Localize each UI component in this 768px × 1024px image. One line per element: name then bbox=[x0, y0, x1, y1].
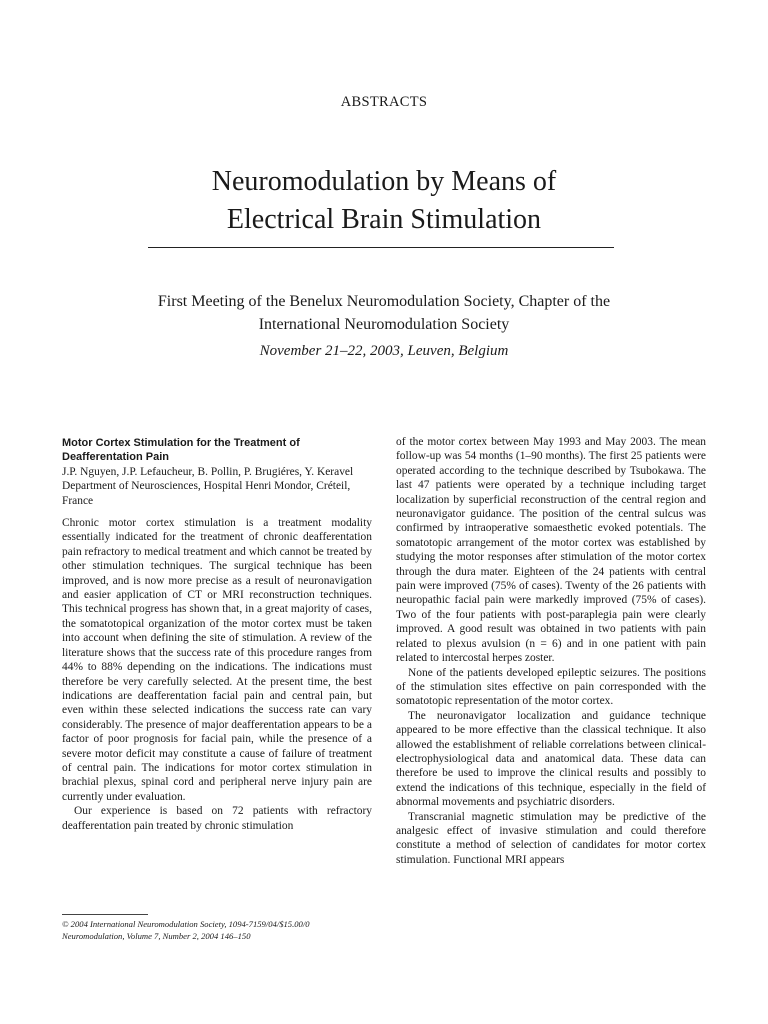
body-paragraph: Chronic motor cortex stimulation is a treatment modality essentially indicated for the treatment of chronic deafferentation pain refractory to medical treatment and which cannot be treated by other stimulation techniques. The surgical technique has been improved, and is now more precise as a result of neuronavigation and easier application of CT or MRI reconstruction techniques. This technical progress has shown that, in a great majority of cases, the somatotopical organization of the motor cortex must be taken into account when defining the site of stimulation. A review of the literature shows that the success rate of this procedure ranges from 44% to 88% depending on the indications. The indications must therefore be very carefully selected. At the present time, the best indications are deafferentation facial pain and central pain, but even within these selected indications the success rate can vary considerably. The presence of major deafferentation appears to be a factor of poor prognosis for facial pain, while the presence of a severe motor deficit may constitute a cause of failure of treatment of central pain. The indications for motor cortex stimulation in brachial plexus, spinal cord and peripheral nerve injury pain are currently under evaluation. bbox=[62, 517, 372, 803]
abstract-title: Motor Cortex Stimulation for the Treatment of Deafferentation Pain bbox=[62, 437, 300, 464]
body-paragraph: Transcranial magnetic stimulation may be predictive of the analgesic effect of invasive stimulation and could therefore constitute a method of selection of candidates for motor cortex stimulation. Functional MRI appears bbox=[396, 810, 706, 866]
copyright-line: © 2004 International Neuromodulation Society, 1094-7159/04/$15.00/0 bbox=[62, 919, 310, 929]
meeting-line-2: International Neuromodulation Society bbox=[258, 316, 510, 333]
body-paragraph: The neuronavigator localization and guidance technique appeared to be more effective than the classical technique. It also allowed the establishment of reliable correlations between clinical-electrophysiological data and anatomical data. These data can therefore be used to improve the clinical results and possibly to extend the indications of this technique, especially in the field of abnormal movements and psychiatric disorders. bbox=[396, 709, 706, 809]
left-column bbox=[62, 436, 372, 833]
abstract-authors: J.P. Nguyen, J.P. Lefaucheur, B. Pollin, P. Brugiéres, Y. Keravel bbox=[62, 465, 354, 478]
section-label: ABSTRACTS bbox=[340, 94, 428, 110]
body-paragraph: Our experience is based on 72 patients with refractory deafferentation pain treated by chronic stimulation bbox=[62, 805, 372, 832]
body-paragraph: None of the patients developed epileptic seizures. The positions of the stimulation sites effective on pain corresponded with the somatotopic representation of the motor cortex. bbox=[396, 666, 706, 708]
meeting-date: November 21–22, 2003, Leuven, Belgium bbox=[259, 343, 509, 359]
right-column bbox=[396, 435, 706, 867]
footnote bbox=[62, 918, 382, 942]
journal-citation: Neuromodulation, Volume 7, Number 2, 2004 146–150 bbox=[62, 931, 251, 941]
meeting-name bbox=[60, 290, 708, 336]
title-line-1: Neuromodulation by Means of bbox=[211, 166, 557, 197]
body-paragraph: of the motor cortex between May 1993 and May 2003. The mean follow-up was 54 months (1–90 months). The first 25 patients were operated according to the technique described by Tsubokawa. The last 47 patients were operated by a technique including target localization by superficial reconstruction of the central region and neuronavigator guidance. The position of the central sulcus was confirmed by intraoperative somaesthetic evoked potentials. The somatotopic arrangement of the motor cortex was established by studying the motor responses after stimulation of the motor cortex through the dura mater. Eighteen of the 24 patients with central pain were improved (75% of cases). Twenty of the 26 patients with neuropathic facial pain were markedly improved (75% of cases). Two of the four patients with post-paraplegia pain were clearly improved. A good result was obtained in two patients with pain related to plexus avulsion (n = 6) and in one patient with pain related to intercostal herpes zoster. bbox=[396, 436, 706, 665]
page-title bbox=[0, 163, 768, 239]
title-rule bbox=[148, 247, 614, 248]
footnote-rule bbox=[62, 914, 148, 915]
meeting-line-1: First Meeting of the Benelux Neuromodulation Society, Chapter of the bbox=[157, 293, 611, 310]
title-line-2: Electrical Brain Stimulation bbox=[226, 204, 542, 235]
abstract-affiliation: Department of Neurosciences, Hospital Henri Mondor, Créteil, France bbox=[62, 480, 351, 507]
